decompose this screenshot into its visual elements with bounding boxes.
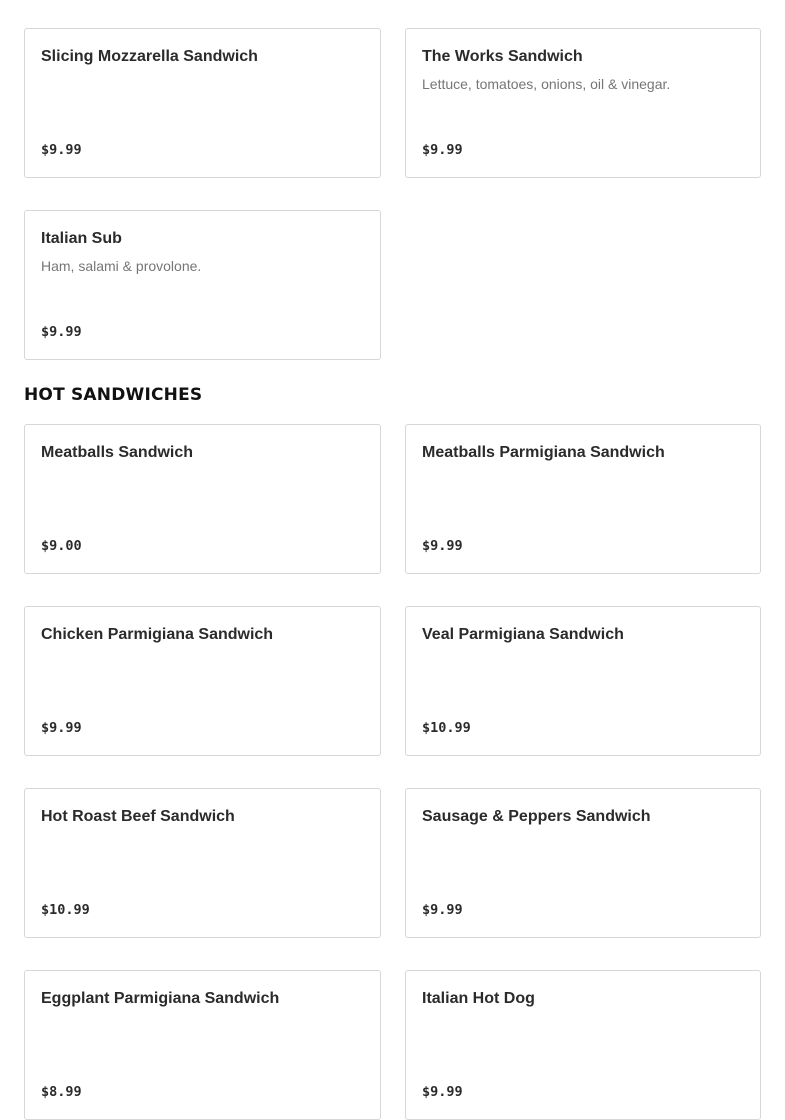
menu-item-card[interactable] [405,606,761,756]
menu-item-price: $9.99 [41,142,82,158]
hot-sandwiches-section [24,424,761,1120]
menu-item-name: Veal Parmigiana Sandwich [422,626,624,643]
menu-item-name: Italian Sub [41,230,122,247]
menu-item-name: Hot Roast Beef Sandwich [41,808,235,825]
section-heading-hot-sandwiches: HOT SANDWICHES [24,385,203,405]
menu-item-price: $10.99 [422,720,471,736]
menu-item-price: $8.99 [41,1084,82,1100]
menu-item-card[interactable] [405,788,761,938]
menu-item-price: $9.99 [422,1084,463,1100]
menu-item-card[interactable] [24,424,381,574]
menu-item-name: Meatballs Parmigiana Sandwich [422,444,665,461]
menu-item-name: Chicken Parmigiana Sandwich [41,626,274,643]
menu-item-price: $9.99 [41,720,82,736]
menu-item-name: Meatballs Sandwich [41,444,194,461]
menu-item-price: $9.99 [41,324,82,340]
menu-item-grid [24,28,761,360]
menu-item-name: Eggplant Parmigiana Sandwich [41,990,280,1007]
menu-item-price: $9.99 [422,142,463,158]
menu-item-card[interactable] [24,788,381,938]
menu-item-description: Lettuce, tomatoes, onions, oil & vinegar. [422,76,671,92]
menu-item-name: The Works Sandwich [422,48,583,65]
menu-item-price: $10.99 [41,902,90,918]
menu-item-name: Sausage & Peppers Sandwich [422,808,651,825]
menu-item-grid [24,424,761,1120]
menu-item-card[interactable] [24,210,381,360]
menu-item-price: $9.99 [422,538,463,554]
cold-sandwiches-section [24,28,761,360]
menu-item-card[interactable] [405,424,761,574]
menu-item-description: Ham, salami & provolone. [41,258,202,274]
menu-item-price: $9.00 [41,538,82,554]
menu-item-name: Slicing Mozzarella Sandwich [41,48,258,65]
menu-item-name: Italian Hot Dog [422,990,535,1007]
menu-item-card[interactable] [405,970,761,1120]
menu-item-card[interactable] [24,28,381,178]
menu-item-card[interactable] [24,606,381,756]
menu-item-card[interactable] [405,28,761,178]
menu-item-card[interactable] [24,970,381,1120]
menu-item-price: $9.99 [422,902,463,918]
